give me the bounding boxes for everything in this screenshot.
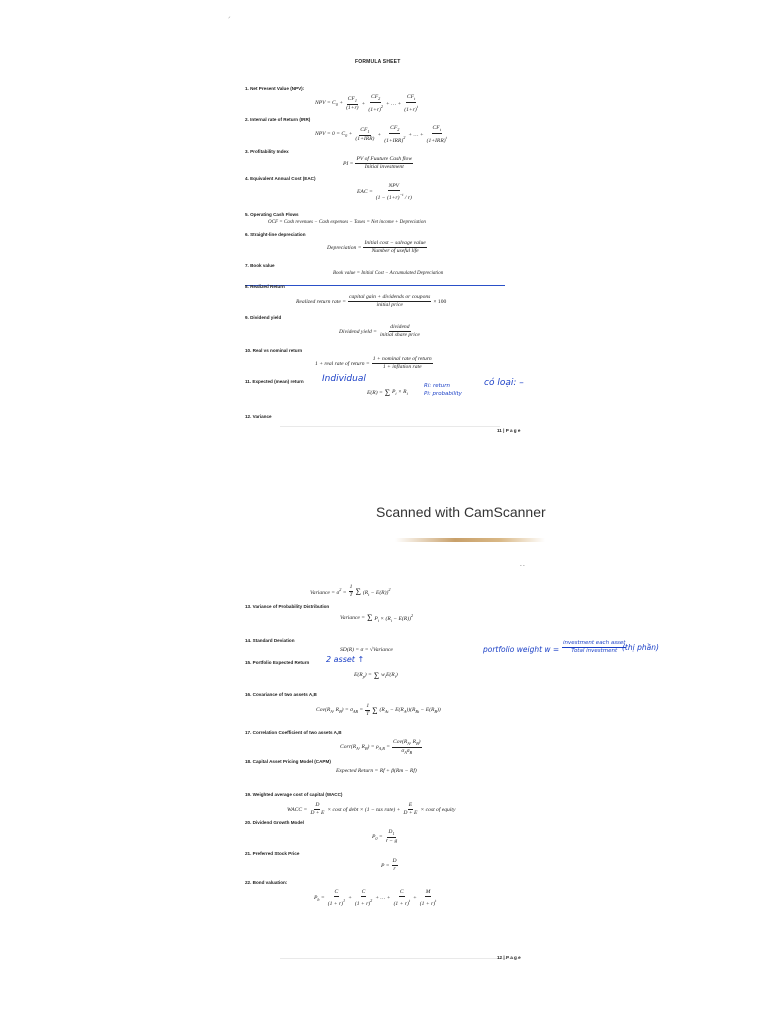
handwriting-ri: Ri: return [424,383,450,389]
standard-deviation-formula: SD(R) = σ = √Variance [340,647,393,653]
item-depreciation: 6. Straight-line depreciation [245,232,306,237]
bond-valuation-formula: $P_b$ = $\frac{C}{(1 + r)^1}$ + $\frac{C}{(1 + r)^2}$ + … + $\frac{C}{(1 + r)^t}$ + $\frac{M}{(1 + r)^t}$ [314,889,437,907]
item-pi: 3. Profitability Index [245,149,289,154]
item-ocf: 5. Operating Cash Flows [245,212,299,217]
variance-formula: Variance = $\sigma^2$ = $\frac{1}{T}$ Σ $(R_t - E(R))^2$ [310,584,391,598]
page-footer-12: 12 | P a g e [497,955,521,960]
item-npv: 1. Net Present Value (NPV): [245,86,305,91]
item-correlation: 17. Correlation Coefficient of two assets A,B [245,730,342,735]
item-book-value: 7. Book value [245,263,275,268]
handwriting-weight-note: (thị phần) [622,643,659,652]
page-footer-11: 11 | P a g e [497,428,521,433]
eac-formula: EAC = $\frac{\text{NPV}}{(1 - (1+r)^{-t} / r)}$ [357,183,412,201]
wacc-formula: WACC = $\frac{D}{D + E}$ × cost of debt × (1 − tax rate) + $\frac{E}{D + E}$ × cost of equity [287,802,456,816]
item-real-nominal: 10. Real vs nominal return [245,348,303,353]
handwriting-weight-fraction: investment each asset Total investment [563,640,626,654]
ocf-formula: OCF = Cash revenues − Cash expenses − Taxes = Net income + Depreciation [268,220,426,225]
item-dividend-yield: 9. Dividend yield [245,315,282,320]
item-realized-return: 8. Realized Return [245,284,285,289]
scan-smudge-2 [280,958,520,959]
item-expected-return: 11. Expected (mean) return [245,379,304,384]
item-variance: 12. Variance [245,414,272,419]
portfolio-return-formula: $E(R_p)$ = Σ $w_iE(R_i)$ [354,671,398,681]
camscanner-watermark: Scanned with CamScanner [376,504,546,520]
dividend-yield-formula: Dividend yield = $\frac{\text{dividend}}{\text{initial share price}}$ [339,324,420,338]
item-capm: 18. Capital Asset Pricing Model (CAPM) [245,759,331,764]
item-portfolio-return: 15. Portfolio Expected Return [245,660,310,665]
sheet-title: FORMULA SHEET [355,59,401,65]
tape-strip [395,538,545,542]
handwriting-portfolio-weight: portfolio weight w = [483,645,560,654]
scan-mark: ⸝ [228,14,231,20]
handwriting-pi: Pi: probability [424,391,462,397]
npv-formula: NPV = $C_0$ + $\frac{CF_1}{(1+r)}$ + $\frac{CF_2}{(1+r)^2}$ + … + $\frac{CF_t}{(1+r)^t}$ [315,94,418,113]
scan-smudge [280,426,500,427]
preferred-stock-formula: P = $\frac{D}{r}$ [381,858,397,872]
irr-formula: NPV = $0 = C_0$ + $\frac{CF_1}{\text{(1+IRR)}}$ + $\frac{CF_2}{(1+IRR)^2}$ + … + $\frac{CF_t}{(1+IRR)^t}$ [315,125,447,144]
expected-return-formula: E(R) = Σ $P_i \times R_i$ [367,388,408,398]
item-standard-deviation: 14. Standard Deviation [245,638,295,643]
real-nominal-formula: 1 + real rate of return = $\frac{\text{1 + nominal rate of return}}{\text{1 + inflation rate}}$ [315,356,432,370]
covariance-formula: $Cov(R_A$, $R_B) = \sigma_{AB}$ = $\frac{1}{T}$ Σ $(R_{At} - E(R_A))(R_{Bt} - E(R_B))$ [316,703,441,717]
handwriting-two-asset: 2 asset ↑ [326,655,365,664]
handwriting-individual: Individual [322,374,366,384]
item-eac: 4. Equivalent Annual Cost (EAC) [245,176,316,181]
capm-formula: Expected Return = Rf + β(Rm − Rf) [336,768,417,774]
item-covariance: 16. Covariance of two assets A,B [245,692,317,697]
dividend-growth-formula: $P_0$ = $\frac{D_1}{r - g}$ [372,829,398,845]
scan-mark-2: - - [520,563,525,569]
pi-formula: PI = $\frac{\text{PV of Fuuture Cash flow}}{\text{Initial investment}}$ [343,156,413,170]
correlation-formula: $Corr(R_A$, $R_B) = \rho_{A,B}$ = $\frac{Cov(R_A, R_B)}{\sigma_A\sigma_B}$ [340,739,421,756]
variance-probability-formula: Variance = Σ $P_i \times (R_i - E(R))^2$ [340,612,414,623]
item-variance-probability: 13. Variance of Probability Distribution [245,604,330,609]
item-preferred-stock: 21. Preferred Stock Price [245,851,300,856]
item-wacc: 19. Weighted average cost of capital (WACC) [245,792,343,797]
book-value-formula: Book value = Initial Cost − Accumulated Depreciation [333,271,444,276]
realized-return-formula: Realized return rate = $\frac{\text{capital gain + dividends or coupons}}{\text{initial price}}$ × 100 [296,294,447,308]
handwriting-note: có loại: – [484,378,524,388]
depreciation-formula: Depreciation = $\frac{\text{Initial cost − salvage value}}{\text{Number of useful life}}$ [327,240,426,254]
item-irr: 2. Internal rate of Return (IRR) [245,117,311,122]
item-bond-valuation: 22. Bond valuation: [245,880,288,885]
item-dividend-growth: 20. Dividend Growth Model [245,820,304,825]
